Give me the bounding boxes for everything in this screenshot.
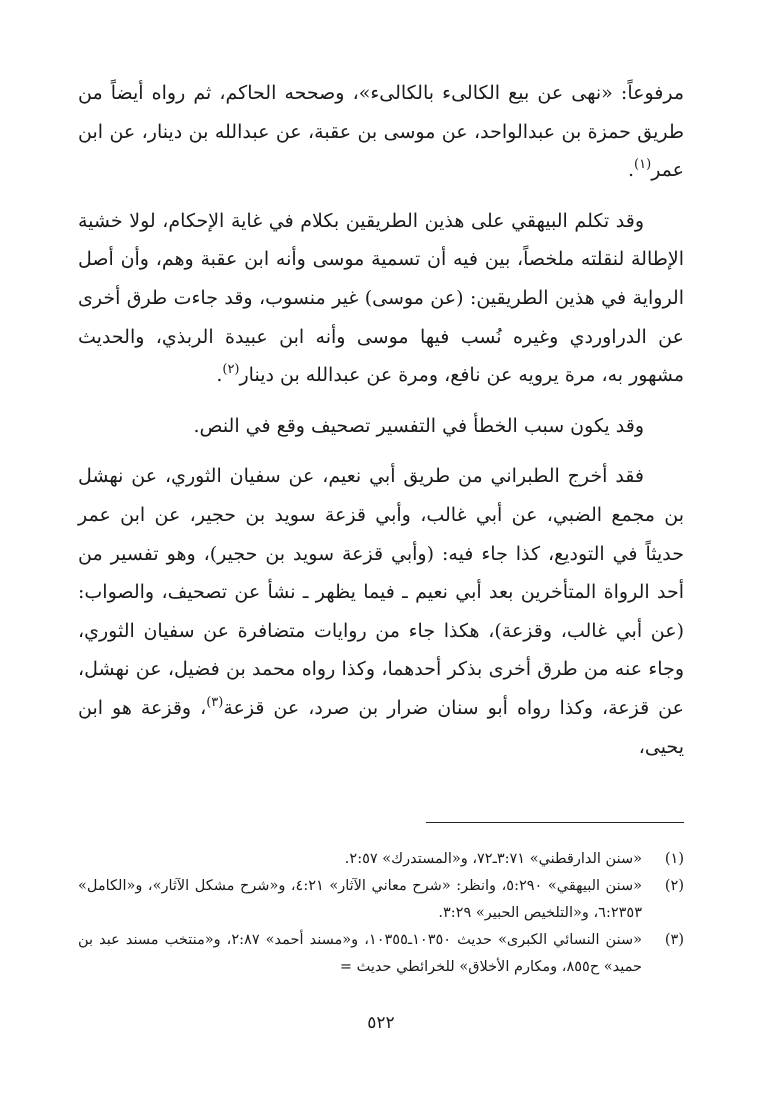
footnote-number: (١) <box>664 851 684 867</box>
paragraph-text: . <box>628 159 635 182</box>
page-number: ٥٢٢ <box>367 1013 395 1033</box>
paragraph-text: وقد تكلم البيهقي على هذين الطريقين بكلام في غاية الإحكام، لولا خشية الإطالة لنقلته ملخصاً، بين فيه أن تسمية موسى وأنه ابن عقبة وهم، وأن أصل الرواية في هذين الطريقين: (عن موسى) غير منسوب، وقد جاءت طرق أخرى عن الدراوردي وغيره نُسب فيها موسى وأنه ابن عبيدة الربذي، والحديث مشهور به، مرة يرويه عن نافع، ومرة عن عبدالله بن دينار <box>78 209 684 387</box>
paragraph <box>78 202 684 395</box>
footnote-text: «سنن الدارقطني» ٣:٧١ـ٧٢، و«المستدرك» ٢:٥٧. <box>344 851 642 867</box>
book-page <box>78 0 684 1101</box>
footnote-text: «سنن النسائي الكبرى» حديث ١٠٣٥٠ـ١٠٣٥٥، و«مسند أحمد» ٢:٨٧، و«منتخب مسند عبد بن حميد» ح٨٥٥، ومكارم الأخلاق» للخرائطي حديث = <box>78 932 642 975</box>
paragraph-text: فقد أخرج الطبراني من طريق أبي نعيم، عن سفيان الثوري، عن نهشل بن مجمع الضبي، عن أبي غالب، وأبي قزعة سويد بن حجير، عن ابن عمر حديثاً في التوديع، كذا جاء فيه: (وأبي قزعة سويد بن حجير)، وهو تفسير من أحد الرواة المتأخرين بعد أبي نعيم ـ فيما يظهر ـ نشأ عن تصحيف، والصواب: (عن أبي غالب، وقزعة)، هكذا جاء من روايات متضافرة عن سفيان الثوري، وجاء عنه من طرق أخرى بذكر أحدهما، وكذا رواه محمد بن فضيل، عن نهشل، عن قزعة، وكذا رواه أبو سنان ضرار بن صرد، عن قزعة <box>78 465 684 719</box>
footnote-item <box>78 873 684 927</box>
footnote-reference[interactable]: (٢) <box>222 362 240 378</box>
footnotes <box>78 846 684 981</box>
paragraph-text: مرفوعاً: «نهى عن بيع الكالىء بالكالىء»، وصححه الحاكم، ثم رواه أيضاً من طريق حمزة بن عبدالواحد، عن موسى بن عقبة، عن عبدالله بن دينار، عن ابن عمر <box>78 82 684 182</box>
paragraph <box>78 457 684 766</box>
paragraph <box>78 407 684 446</box>
paragraph-text: . <box>216 364 223 387</box>
paragraph-text: ، وقزعة هو ابن يحيى، <box>78 696 684 758</box>
paragraph-text: وقد يكون سبب الخطأ في التفسير تصحيف وقع في النص. <box>193 414 644 437</box>
footnote-number: (٣) <box>664 932 684 948</box>
paragraph <box>78 74 684 190</box>
footnote-text: «سنن البيهقي» ٥:٢٩٠، وانظر: «شرح معاني الآثار» ٤:٢١، و«شرح مشكل الآثار»، و«الكامل» ٦:٢٣٥٣، و«التلخيص الحبير» ٣:٢٩. <box>78 878 642 921</box>
footnote-reference[interactable]: (٣) <box>206 694 224 710</box>
footnote-reference[interactable]: (١) <box>634 157 652 173</box>
body-text <box>78 74 684 776</box>
footnote-separator <box>426 822 684 823</box>
footnote-number: (٢) <box>664 878 684 894</box>
footnote-item <box>78 927 684 981</box>
footnote-item <box>78 846 684 873</box>
